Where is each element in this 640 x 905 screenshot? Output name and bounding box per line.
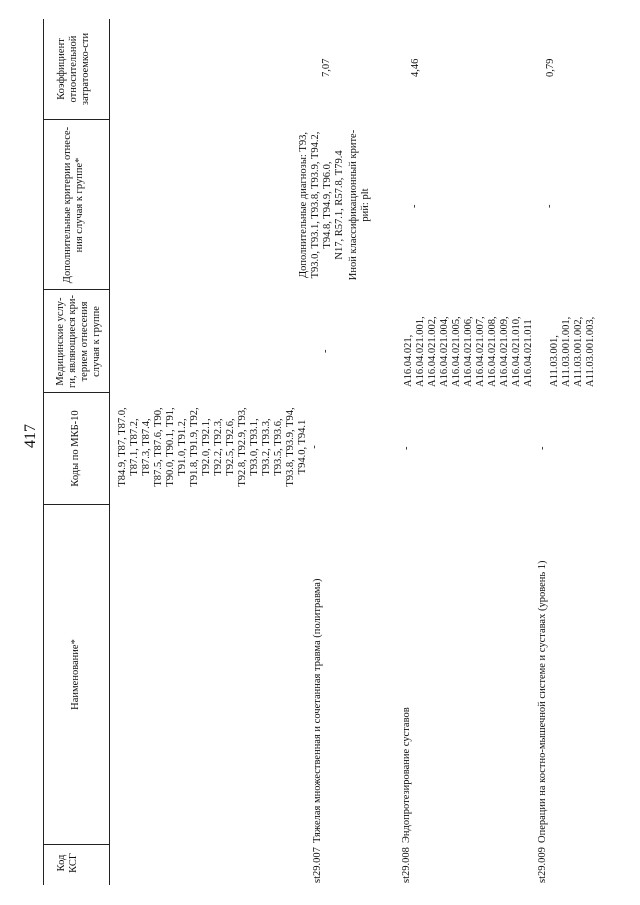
table-row-name: Эндопротезирование суставов [401,707,412,843]
table-row-services: A11.03.001, A11.03.001.001, A11.03.001.002, A11.03.001.003, [549,316,596,387]
table-row-services: A16.04.021, A16.04.021.001, A16.04.021.002, A16.04.021.004, A16.04.021.005, A16.04.021.006, A16.04.021.007, A16.04.021.008, A16.04.021.009, A16.04.021.010, A16.04.021.011 [403,316,534,387]
page-number: 417 [22,424,39,448]
header-bottom-border [109,19,110,885]
header-name: Наименование* [70,639,81,710]
table-row-coef: 4,46 [410,58,421,77]
header-mkb: Коды по МКБ-10 [70,410,81,487]
table-row-name: Операции на костно-мышечной системе и суставах (уровень 1) [537,560,548,843]
col-divider-1 [43,844,110,845]
table-row-criteria: Дополнительные диагнозы: T93, T93.0, T93.1, T93.8, T93.9, T94.2, T94.8, T94.9, T96.0, N17, R57.1, R57.8, T79.4 Иной классификационный крите- рий: plt [298,129,371,281]
table-row-criteria: - [544,204,555,208]
table-row-coef: 0,79 [545,58,556,77]
col-divider-5 [43,119,110,120]
header-services: Медицинские услу-ги, являющиеся кри-терием отнесения случая к группе [55,295,102,388]
header-criteria: Дополнительные критерии отнесе-ния случая к группе* [62,126,85,284]
table-row-mkb: T84.9, T87, T87.0, T87.1, T87.2, T87.3, T87.4, T87.5, T87.6, T90, T90.0, T90.1, T91, T91.0, T91.2, T91.8, T91.9, T92, T92.0, T92.1, T92.2, T92.3, T92.5, T92.6, T92.8, T92.9, T93, T93.0, T93.1, T93.2, T93.3, T93.5, T93.6, T93.8, T93.9, T94, T94.0, T94.1 - [117,407,320,487]
table-row-criteria: - [409,204,420,208]
table-row-mkb: - [401,446,412,450]
table-row-mkb: - [537,446,548,450]
table-row-code: st29.007 [312,847,323,883]
table-row-name: Тяжелая множественная и сочетанная травма (политравма) [312,578,323,843]
col-divider-4 [43,289,110,290]
header-code: Код КСГ [56,853,79,873]
table-row-code: st29.008 [401,847,412,883]
table-top-border [43,19,44,885]
table-row-code: st29.009 [537,847,548,883]
table-row-services: - [320,349,331,353]
header-coef: Коэффициент относительной затратоемко-сти [56,32,91,106]
table-row-coef: 7,07 [321,58,332,77]
